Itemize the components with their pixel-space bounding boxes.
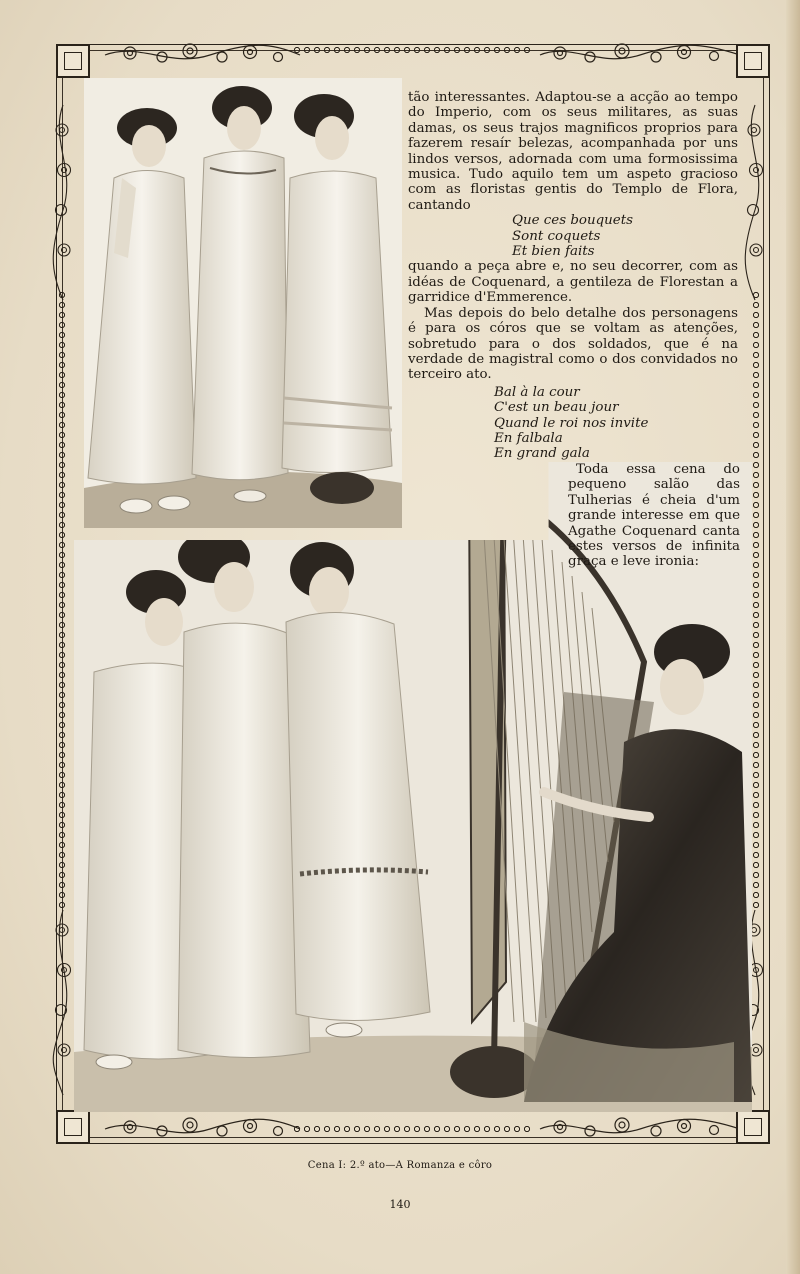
verse-line: C'est un beau jour xyxy=(494,400,619,416)
article-paragraph-3: Mas depois do belo detalhe dos personagens é para os córos que se voltam as atenções, sobretudo para o dos soldados, que é na verdade de magistral como o dos convidados no terceiro ato. xyxy=(408,305,738,383)
top-floral-border xyxy=(100,38,760,72)
frame-corner-top-left xyxy=(56,44,90,78)
verse-bal-a-la-cour xyxy=(408,385,738,462)
page-number: 140 xyxy=(389,1198,411,1211)
verse-line: Que ces bouquets xyxy=(512,213,633,229)
verse-floristas xyxy=(408,213,738,259)
frame-corner-top-right xyxy=(736,44,770,78)
verse-line: Quand le roi nos invite xyxy=(494,415,649,431)
verse-line: Sont coquets xyxy=(512,228,601,244)
photo-caption: Cena I: 2.º ato—A Romanza e côro xyxy=(307,1160,493,1171)
top-dotted-rule xyxy=(292,46,532,54)
verse-line: En grand gala xyxy=(494,446,590,462)
article-paragraph-2: quando a peça abre e, no seu decorrer, com as idéas de Coquenard, a gentileza de Florestan a garridice d'Emmerence. xyxy=(408,259,738,306)
bottom-dotted-rule xyxy=(292,1125,532,1133)
left-floral-border xyxy=(48,100,78,1100)
frame-corner-bottom-left xyxy=(56,1110,90,1144)
article-paragraph-1: tão interessantes. Adaptou-se a acção ao tempo do Imperio, com os seus militares, as suas damas, os seus trajos magnificos proprios para fazerem resaír belezas, acompanhada por uns lindos versos, adornada com uma formosissima musica. Tudo aquilo tem um aspeto gracioso com as floristas gentis do Templo de Flora, cantando xyxy=(408,90,738,213)
photo-three-floristas xyxy=(84,78,402,528)
frame-corner-bottom-right xyxy=(736,1110,770,1144)
verse-line: Bal à la cour xyxy=(494,384,580,400)
article-paragraph-4-text: Toda essa cena do pequeno salão das Tulherias é cheia d'um grande interesse em que Agathe Coquenard canta estes versos de infinita graça e leve ironia: xyxy=(568,462,740,570)
article-paragraph-4 xyxy=(568,462,740,570)
verse-line: Et bien faits xyxy=(512,244,595,260)
verse-line: En falbala xyxy=(494,430,563,446)
article-text-column xyxy=(408,90,738,462)
page-spine-shadow xyxy=(786,0,800,1274)
